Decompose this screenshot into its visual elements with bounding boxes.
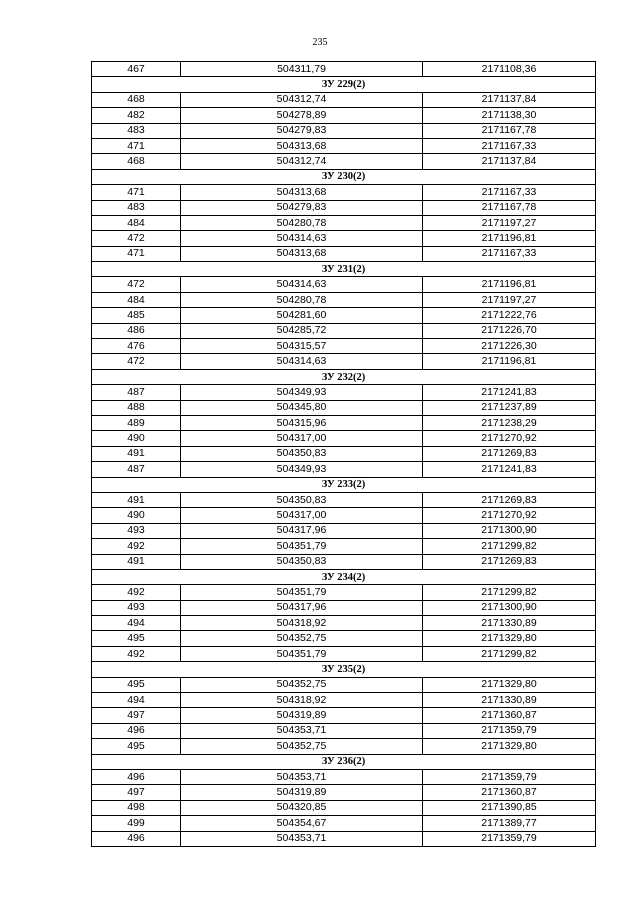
x-coordinate-cell: 504280,78 xyxy=(181,215,423,230)
table-row xyxy=(92,600,596,615)
x-coordinate-cell: 504315,57 xyxy=(181,339,423,354)
point-number-cell: 496 xyxy=(92,831,181,846)
x-coordinate-cell: 504349,93 xyxy=(181,385,423,400)
x-coordinate-cell: 504353,71 xyxy=(181,831,423,846)
x-coordinate-cell: 504315,96 xyxy=(181,415,423,430)
x-coordinate-cell: 504345,80 xyxy=(181,400,423,415)
point-number-cell: 493 xyxy=(92,600,181,615)
x-coordinate-cell: 504352,75 xyxy=(181,677,423,692)
section-header-row xyxy=(92,77,596,92)
table-row xyxy=(92,492,596,507)
table-row xyxy=(92,739,596,754)
point-number-cell: 472 xyxy=(92,231,181,246)
coordinates-table-body xyxy=(92,62,596,847)
point-number-cell: 489 xyxy=(92,415,181,430)
point-number-cell: 484 xyxy=(92,215,181,230)
y-coordinate-cell: 2171197,27 xyxy=(423,292,596,307)
point-number-cell: 494 xyxy=(92,616,181,631)
x-coordinate-cell: 504318,92 xyxy=(181,693,423,708)
point-number-cell: 487 xyxy=(92,385,181,400)
table-row xyxy=(92,385,596,400)
x-coordinate-cell: 504317,96 xyxy=(181,523,423,538)
x-coordinate-cell: 504318,92 xyxy=(181,616,423,631)
x-coordinate-cell: 504320,85 xyxy=(181,800,423,815)
x-coordinate-cell: 504351,79 xyxy=(181,585,423,600)
y-coordinate-cell: 2171300,90 xyxy=(423,523,596,538)
y-coordinate-cell: 2171300,90 xyxy=(423,600,596,615)
table-row xyxy=(92,554,596,569)
section-header-row xyxy=(92,477,596,492)
section-title: ЗУ 235(2) xyxy=(92,662,596,677)
x-coordinate-cell: 504350,83 xyxy=(181,554,423,569)
y-coordinate-cell: 2171360,87 xyxy=(423,708,596,723)
x-coordinate-cell: 504313,68 xyxy=(181,246,423,261)
x-coordinate-cell: 504353,71 xyxy=(181,723,423,738)
point-number-cell: 493 xyxy=(92,523,181,538)
y-coordinate-cell: 2171196,81 xyxy=(423,277,596,292)
x-coordinate-cell: 504352,75 xyxy=(181,631,423,646)
point-number-cell: 471 xyxy=(92,185,181,200)
x-coordinate-cell: 504311,79 xyxy=(181,62,423,77)
table-row xyxy=(92,785,596,800)
x-coordinate-cell: 504351,79 xyxy=(181,539,423,554)
section-title: ЗУ 233(2) xyxy=(92,477,596,492)
point-number-cell: 498 xyxy=(92,800,181,815)
table-row xyxy=(92,246,596,261)
x-coordinate-cell: 504351,79 xyxy=(181,646,423,661)
table-row xyxy=(92,585,596,600)
table-row xyxy=(92,677,596,692)
y-coordinate-cell: 2171299,82 xyxy=(423,646,596,661)
x-coordinate-cell: 504319,89 xyxy=(181,708,423,723)
table-row xyxy=(92,154,596,169)
y-coordinate-cell: 2171196,81 xyxy=(423,231,596,246)
y-coordinate-cell: 2171270,92 xyxy=(423,508,596,523)
y-coordinate-cell: 2171226,70 xyxy=(423,323,596,338)
y-coordinate-cell: 2171241,83 xyxy=(423,385,596,400)
table-row xyxy=(92,62,596,77)
y-coordinate-cell: 2171270,92 xyxy=(423,431,596,446)
table-row xyxy=(92,708,596,723)
point-number-cell: 499 xyxy=(92,816,181,831)
table-row xyxy=(92,816,596,831)
y-coordinate-cell: 2171167,78 xyxy=(423,123,596,138)
point-number-cell: 497 xyxy=(92,785,181,800)
x-coordinate-cell: 504353,71 xyxy=(181,769,423,784)
y-coordinate-cell: 2171329,80 xyxy=(423,739,596,754)
table-row xyxy=(92,723,596,738)
section-header-row xyxy=(92,569,596,584)
table-row xyxy=(92,277,596,292)
x-coordinate-cell: 504314,63 xyxy=(181,231,423,246)
table-row xyxy=(92,400,596,415)
point-number-cell: 486 xyxy=(92,323,181,338)
x-coordinate-cell: 504319,89 xyxy=(181,785,423,800)
point-number-cell: 476 xyxy=(92,339,181,354)
x-coordinate-cell: 504280,78 xyxy=(181,292,423,307)
point-number-cell: 468 xyxy=(92,154,181,169)
point-number-cell: 467 xyxy=(92,62,181,77)
point-number-cell: 472 xyxy=(92,354,181,369)
point-number-cell: 482 xyxy=(92,108,181,123)
table-row xyxy=(92,339,596,354)
table-row xyxy=(92,769,596,784)
x-coordinate-cell: 504313,68 xyxy=(181,185,423,200)
table-row xyxy=(92,308,596,323)
table-row xyxy=(92,693,596,708)
y-coordinate-cell: 2171360,87 xyxy=(423,785,596,800)
y-coordinate-cell: 2171330,89 xyxy=(423,616,596,631)
point-number-cell: 471 xyxy=(92,246,181,261)
point-number-cell: 492 xyxy=(92,646,181,661)
y-coordinate-cell: 2171359,79 xyxy=(423,723,596,738)
x-coordinate-cell: 504354,67 xyxy=(181,816,423,831)
point-number-cell: 496 xyxy=(92,723,181,738)
y-coordinate-cell: 2171108,36 xyxy=(423,62,596,77)
x-coordinate-cell: 504279,83 xyxy=(181,200,423,215)
y-coordinate-cell: 2171330,89 xyxy=(423,693,596,708)
point-number-cell: 497 xyxy=(92,708,181,723)
x-coordinate-cell: 504313,68 xyxy=(181,138,423,153)
coordinates-table xyxy=(91,61,596,847)
x-coordinate-cell: 504312,74 xyxy=(181,154,423,169)
table-row xyxy=(92,123,596,138)
table-row xyxy=(92,800,596,815)
y-coordinate-cell: 2171167,78 xyxy=(423,200,596,215)
table-row xyxy=(92,646,596,661)
point-number-cell: 495 xyxy=(92,677,181,692)
point-number-cell: 488 xyxy=(92,400,181,415)
point-number-cell: 471 xyxy=(92,138,181,153)
y-coordinate-cell: 2171390,85 xyxy=(423,800,596,815)
y-coordinate-cell: 2171222,76 xyxy=(423,308,596,323)
x-coordinate-cell: 504317,00 xyxy=(181,508,423,523)
table-row xyxy=(92,185,596,200)
point-number-cell: 490 xyxy=(92,431,181,446)
x-coordinate-cell: 504350,83 xyxy=(181,446,423,461)
table-row xyxy=(92,354,596,369)
point-number-cell: 491 xyxy=(92,446,181,461)
section-title: ЗУ 231(2) xyxy=(92,262,596,277)
y-coordinate-cell: 2171359,79 xyxy=(423,769,596,784)
point-number-cell: 495 xyxy=(92,631,181,646)
y-coordinate-cell: 2171329,80 xyxy=(423,631,596,646)
x-coordinate-cell: 504352,75 xyxy=(181,739,423,754)
table-row xyxy=(92,616,596,631)
y-coordinate-cell: 2171299,82 xyxy=(423,539,596,554)
table-row xyxy=(92,108,596,123)
table-row xyxy=(92,462,596,477)
x-coordinate-cell: 504317,00 xyxy=(181,431,423,446)
y-coordinate-cell: 2171238,29 xyxy=(423,415,596,430)
y-coordinate-cell: 2171197,27 xyxy=(423,215,596,230)
y-coordinate-cell: 2171137,84 xyxy=(423,92,596,107)
y-coordinate-cell: 2171389,77 xyxy=(423,816,596,831)
y-coordinate-cell: 2171167,33 xyxy=(423,246,596,261)
section-title: ЗУ 229(2) xyxy=(92,77,596,92)
y-coordinate-cell: 2171329,80 xyxy=(423,677,596,692)
section-header-row xyxy=(92,754,596,769)
point-number-cell: 494 xyxy=(92,693,181,708)
x-coordinate-cell: 504279,83 xyxy=(181,123,423,138)
section-title: ЗУ 230(2) xyxy=(92,169,596,184)
x-coordinate-cell: 504350,83 xyxy=(181,492,423,507)
point-number-cell: 483 xyxy=(92,123,181,138)
point-number-cell: 472 xyxy=(92,277,181,292)
point-number-cell: 487 xyxy=(92,462,181,477)
section-header-row xyxy=(92,662,596,677)
x-coordinate-cell: 504349,93 xyxy=(181,462,423,477)
table-row xyxy=(92,831,596,846)
table-row xyxy=(92,631,596,646)
section-title: ЗУ 232(2) xyxy=(92,369,596,384)
y-coordinate-cell: 2171138,30 xyxy=(423,108,596,123)
section-title: ЗУ 234(2) xyxy=(92,569,596,584)
point-number-cell: 495 xyxy=(92,739,181,754)
x-coordinate-cell: 504314,63 xyxy=(181,277,423,292)
y-coordinate-cell: 2171226,30 xyxy=(423,339,596,354)
section-header-row xyxy=(92,262,596,277)
table-row xyxy=(92,200,596,215)
section-title: ЗУ 236(2) xyxy=(92,754,596,769)
x-coordinate-cell: 504312,74 xyxy=(181,92,423,107)
point-number-cell: 496 xyxy=(92,769,181,784)
point-number-cell: 491 xyxy=(92,492,181,507)
y-coordinate-cell: 2171359,79 xyxy=(423,831,596,846)
point-number-cell: 468 xyxy=(92,92,181,107)
y-coordinate-cell: 2171269,83 xyxy=(423,492,596,507)
x-coordinate-cell: 504285,72 xyxy=(181,323,423,338)
page-number: 235 xyxy=(312,37,328,48)
y-coordinate-cell: 2171237,89 xyxy=(423,400,596,415)
table-row xyxy=(92,323,596,338)
point-number-cell: 492 xyxy=(92,585,181,600)
point-number-cell: 484 xyxy=(92,292,181,307)
point-number-cell: 492 xyxy=(92,539,181,554)
x-coordinate-cell: 504281,60 xyxy=(181,308,423,323)
section-header-row xyxy=(92,169,596,184)
table-row xyxy=(92,138,596,153)
table-row xyxy=(92,431,596,446)
y-coordinate-cell: 2171137,84 xyxy=(423,154,596,169)
table-row xyxy=(92,231,596,246)
y-coordinate-cell: 2171167,33 xyxy=(423,138,596,153)
table-row xyxy=(92,539,596,554)
y-coordinate-cell: 2171196,81 xyxy=(423,354,596,369)
point-number-cell: 483 xyxy=(92,200,181,215)
table-row xyxy=(92,523,596,538)
section-header-row xyxy=(92,369,596,384)
x-coordinate-cell: 504278,89 xyxy=(181,108,423,123)
y-coordinate-cell: 2171241,83 xyxy=(423,462,596,477)
y-coordinate-cell: 2171299,82 xyxy=(423,585,596,600)
table-row xyxy=(92,292,596,307)
y-coordinate-cell: 2171167,33 xyxy=(423,185,596,200)
point-number-cell: 491 xyxy=(92,554,181,569)
y-coordinate-cell: 2171269,83 xyxy=(423,554,596,569)
point-number-cell: 485 xyxy=(92,308,181,323)
x-coordinate-cell: 504314,63 xyxy=(181,354,423,369)
x-coordinate-cell: 504317,96 xyxy=(181,600,423,615)
point-number-cell: 490 xyxy=(92,508,181,523)
y-coordinate-cell: 2171269,83 xyxy=(423,446,596,461)
table-row xyxy=(92,508,596,523)
table-row xyxy=(92,415,596,430)
table-row xyxy=(92,215,596,230)
table-row xyxy=(92,446,596,461)
table-row xyxy=(92,92,596,107)
